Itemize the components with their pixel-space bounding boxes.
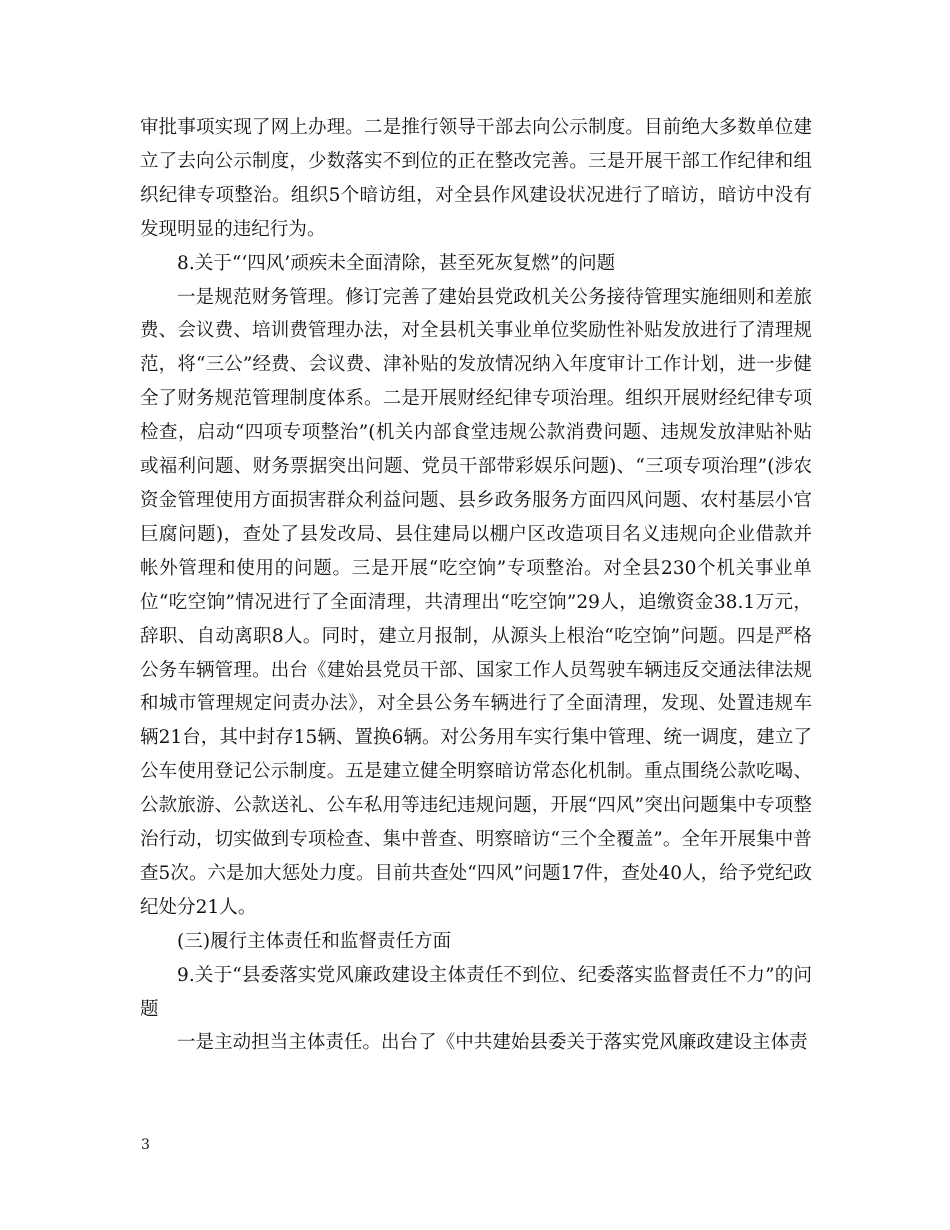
document-body: [140, 111, 812, 1060]
page-number: 3: [141, 1137, 150, 1153]
paragraph-main-responsibility: 一是主动担当主体责任。出台了《中共建始县委关于落实党风廉政建设主体责: [177, 1032, 808, 1054]
paragraph-four-winds-measures: 一是规范财务管理。修订完善了建始县党政机关公务接待管理实施细则和差旅费、会议费、培训费管理办法，对全县机关事业单位奖励性补贴发放进行了清理规范，将“三公”经费、会议费、津补贴的发放情况纳入年度审计工作计划，进一步健全了财务规范管理制度体系。二是开展财经纪律专项治理。组织开展财经纪律专项检查，启动“四项专项整治”(机关内部食堂违规公款消费问题、违规发放津贴补贴或福利问题、财务票据突出问题、党员干部带彩娱乐问题)、“三项专项治理”(涉农资金管理使用方面损害群众利益问题、县乡政务服务方面四风问题、农村基层小官巨腐问题)，查处了县发改局、县住建局以棚户区改造项目名义违规向企业借款并帐外管理和使用的问题。三是开展“吃空饷”专项整治。对全县230个机关事业单位“吃空饷”情况进行了全面清理，共清理出“吃空饷”29人，追缴资金38.1万元，辞职、自动离职8人。同时，建立月报制，从源头上根治“吃空饷”问题。四是严格公务车辆管理。出台《建始县党员干部、国家工作人员驾驶车辆违反交通法律法规和城市管理规定问责办法》，对全县公务车辆进行了全面清理，发现、处置违规车辆21台，其中封存15辆、置换6辆。对公务用车实行集中管理、统一调度，建立了公车使用登记公示制度。五是建立健全明察暗访常态化机制。重点围绕公款吃喝、公款旅游、公款送礼、公车私用等违纪违规问题，开展“四风”突出问题集中专项整治行动，切实做到专项检查、集中普查、明察暗访“三个全覆盖”。全年开展集中普查5次。六是加大惩处力度。目前共查处“四风”问题17件，查处40人，给予党纪政纪处分21人。: [140, 286, 812, 918]
section-heading-9: 9.关于“县委落实党风廉政建设主体责任不到位、纪委落实监督责任不力”的问题: [140, 964, 812, 1020]
paragraph-continuation: 审批事项实现了网上办理。二是推行领导干部去向公示制度。目前绝大多数单位建立了去向公示制度，少数落实不到位的正在整改完善。三是开展干部工作纪律和组织纪律专项整治。组织5个暗访组，对全县作风建设状况进行了暗访，暗访中没有发现明显的违纪行为。: [140, 117, 812, 240]
section-heading-8: 8.关于“‘四风’顽疾未全面清除，甚至死灰复燃”的问题: [177, 252, 616, 274]
section-heading-3: (三)履行主体责任和监督责任方面: [177, 930, 452, 952]
